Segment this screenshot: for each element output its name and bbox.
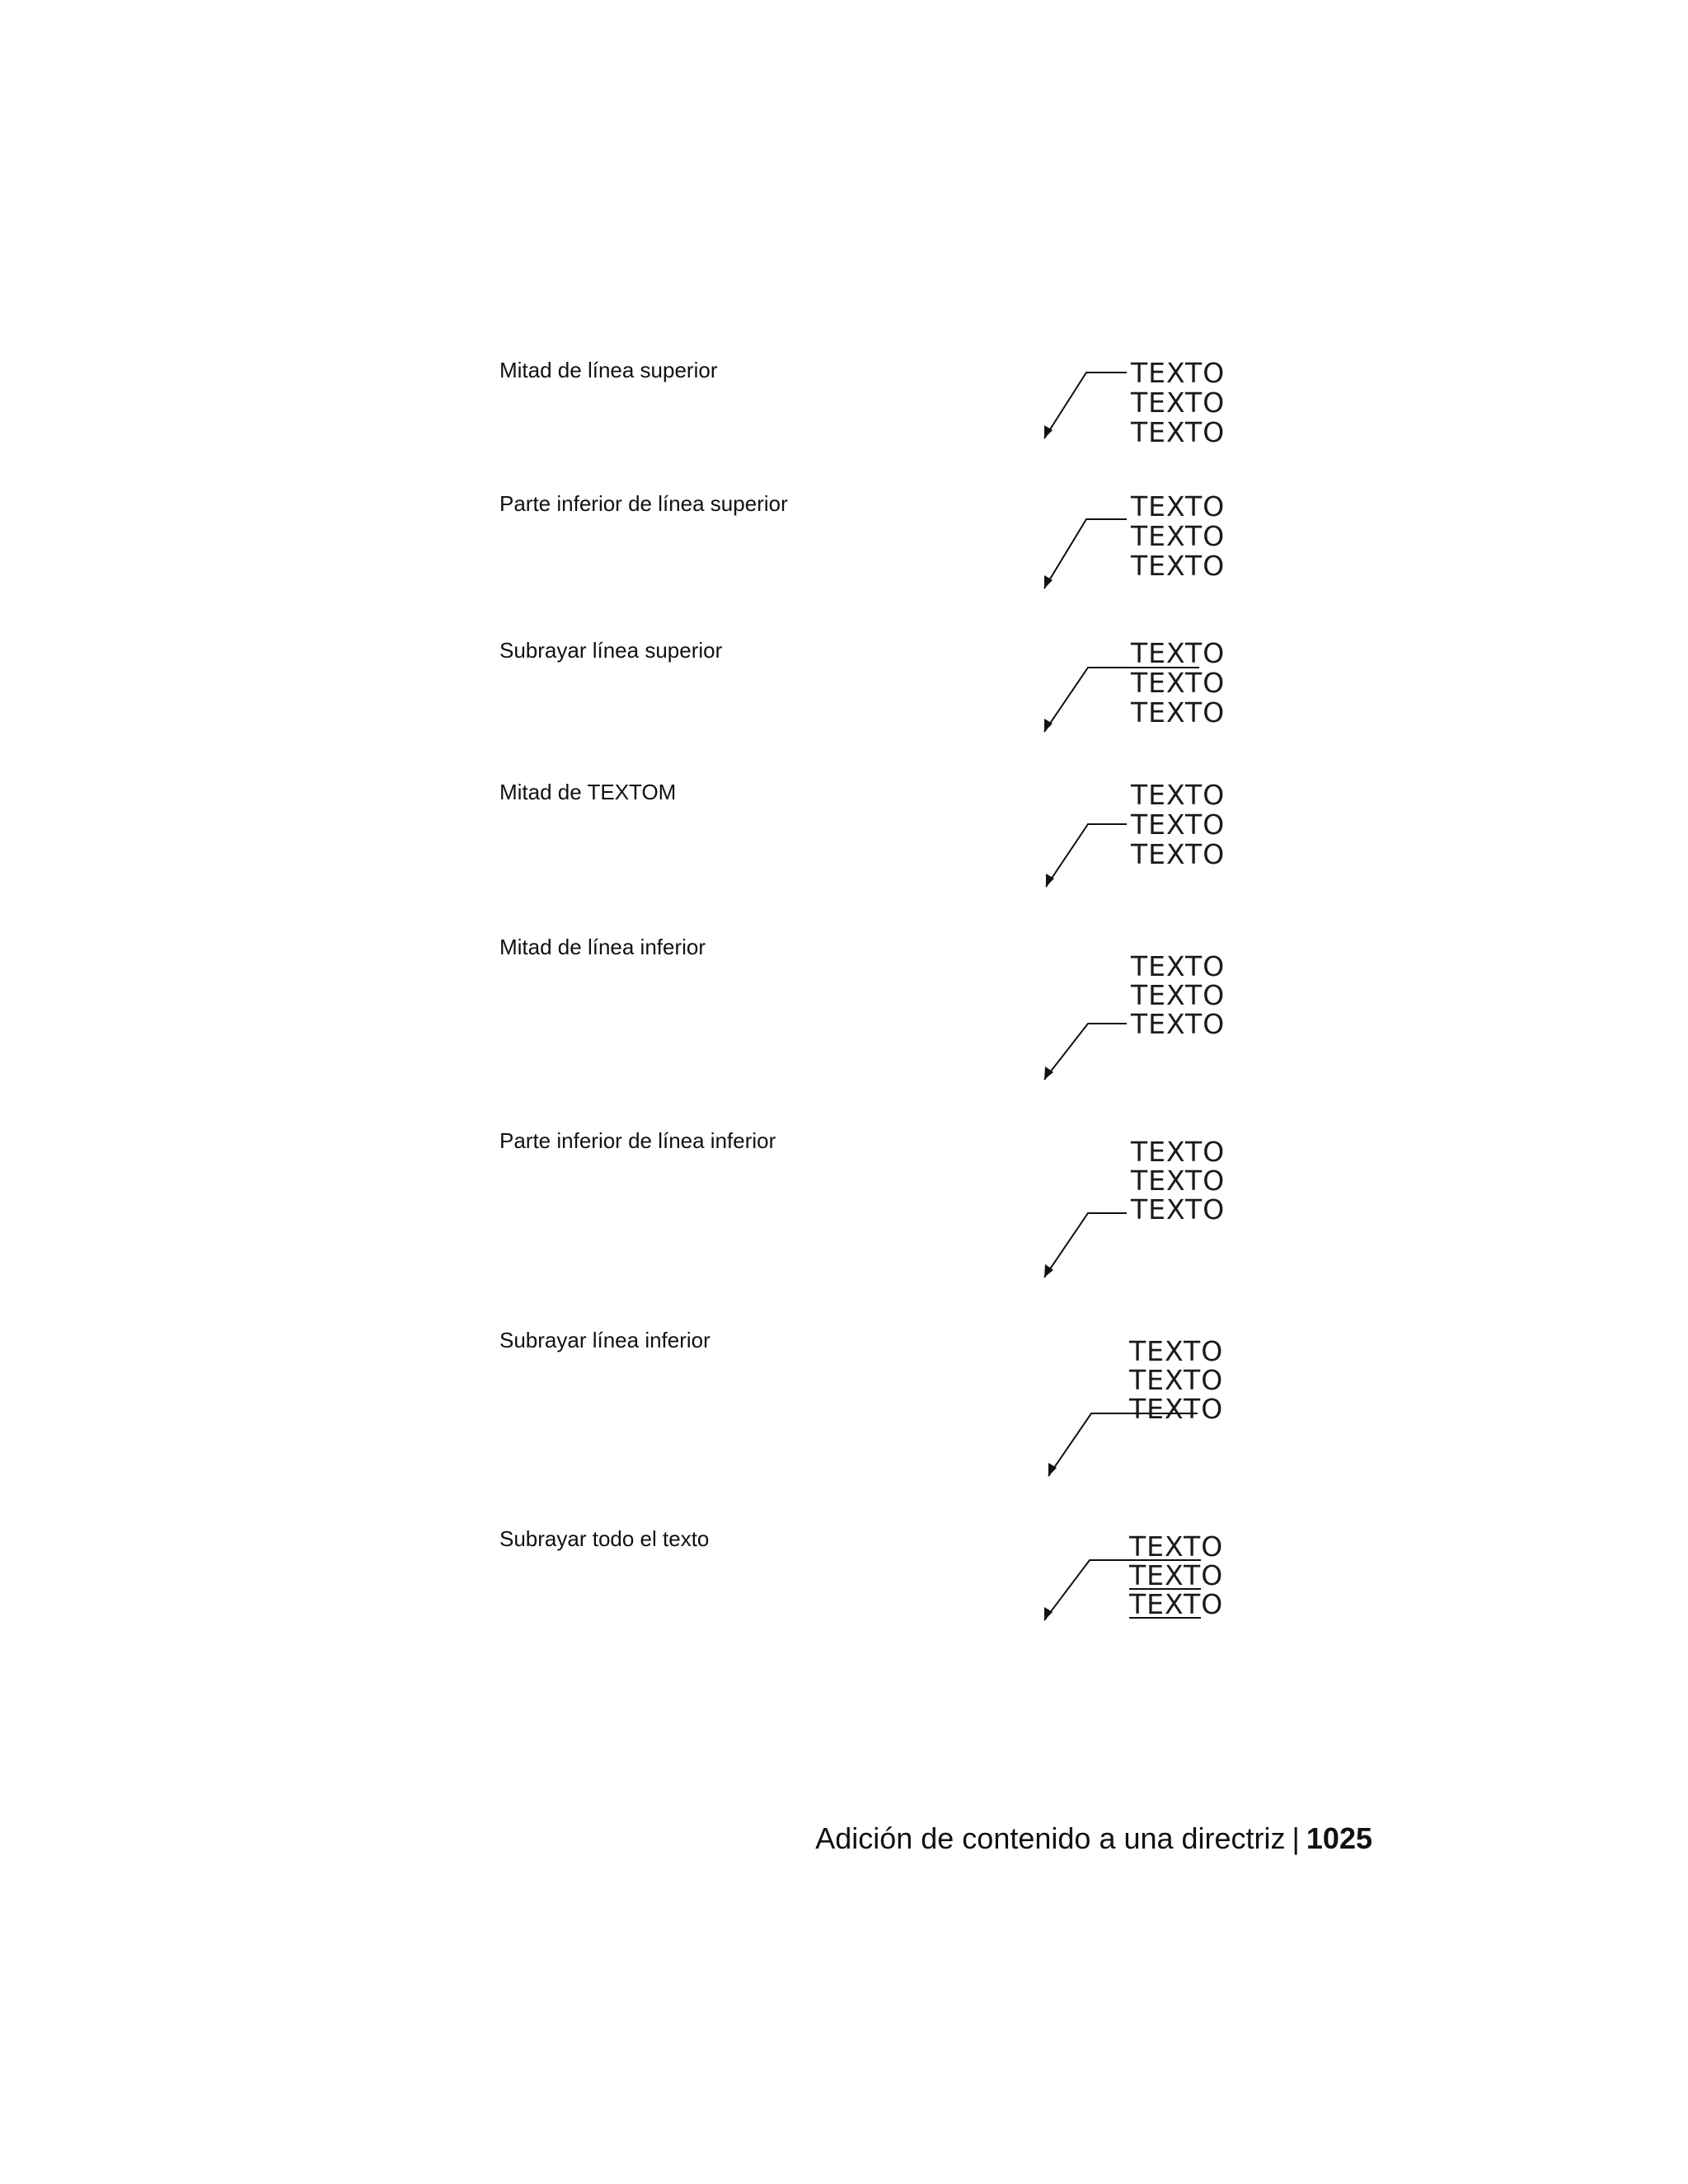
leader-line xyxy=(1044,1024,1127,1080)
text-line: TEXTO xyxy=(1129,1559,1224,1591)
text-line: TEXTO xyxy=(1131,1008,1226,1040)
text-line: TEXTO xyxy=(1131,1136,1226,1168)
text-line: TEXTO xyxy=(1131,416,1226,448)
text-line: TEXTO xyxy=(1131,838,1226,870)
text-line: TEXTO xyxy=(1129,1364,1224,1396)
text-line: TEXTO xyxy=(1129,1393,1224,1425)
attachment-label: Parte inferior de línea inferior xyxy=(499,1128,776,1153)
leader-figure xyxy=(1030,1128,1245,1293)
text-line: TEXTO xyxy=(1131,667,1226,699)
text-line: TEXTO xyxy=(1131,1165,1226,1197)
leader-line xyxy=(1046,824,1127,887)
text-line: TEXTO xyxy=(1131,490,1226,523)
text-line: TEXTO xyxy=(1129,1530,1224,1563)
text-line: TEXTO xyxy=(1131,520,1226,552)
leader-line xyxy=(1044,1213,1127,1277)
text-line: TEXTO xyxy=(1131,950,1226,982)
attachment-label: Parte inferior de línea superior xyxy=(499,491,788,516)
attachment-label: Mitad de línea superior xyxy=(499,358,718,382)
footer-separator: | xyxy=(1292,1821,1300,1855)
leader-line xyxy=(1044,373,1127,438)
attachment-label: Mitad de TEXTOM xyxy=(499,780,677,804)
text-line: TEXTO xyxy=(1131,779,1226,811)
attachment-label: Subrayar línea superior xyxy=(499,638,723,663)
text-line: TEXTO xyxy=(1131,808,1226,841)
leader-line xyxy=(1044,519,1127,588)
leader-figure xyxy=(1030,1328,1245,1493)
text-line: TEXTO xyxy=(1129,1335,1224,1367)
leader-figure xyxy=(1030,1526,1245,1691)
text-line: TEXTO xyxy=(1131,550,1226,582)
leader-figure xyxy=(1030,935,1245,1099)
leader-figure xyxy=(1030,780,1245,944)
attachment-label: Subrayar todo el texto xyxy=(499,1526,710,1551)
page-footer xyxy=(815,1821,1372,1856)
text-line: TEXTO xyxy=(1131,357,1226,389)
footer-title: Adición de contenido a una directriz xyxy=(815,1821,1286,1855)
text-line: TEXTO xyxy=(1131,387,1226,419)
text-line: TEXTO xyxy=(1131,979,1226,1011)
text-line: TEXTO xyxy=(1131,696,1226,729)
text-line: TEXTO xyxy=(1129,1588,1224,1620)
attachment-label: Mitad de línea inferior xyxy=(499,935,706,959)
leader-figure xyxy=(1030,638,1245,803)
leader-figure xyxy=(1030,491,1245,656)
leader-arrowhead xyxy=(1044,1607,1053,1620)
attachment-label: Subrayar línea inferior xyxy=(499,1328,710,1352)
page-number: 1025 xyxy=(1306,1821,1372,1855)
text-line: TEXTO xyxy=(1131,1193,1226,1226)
text-line: TEXTO xyxy=(1131,637,1226,669)
